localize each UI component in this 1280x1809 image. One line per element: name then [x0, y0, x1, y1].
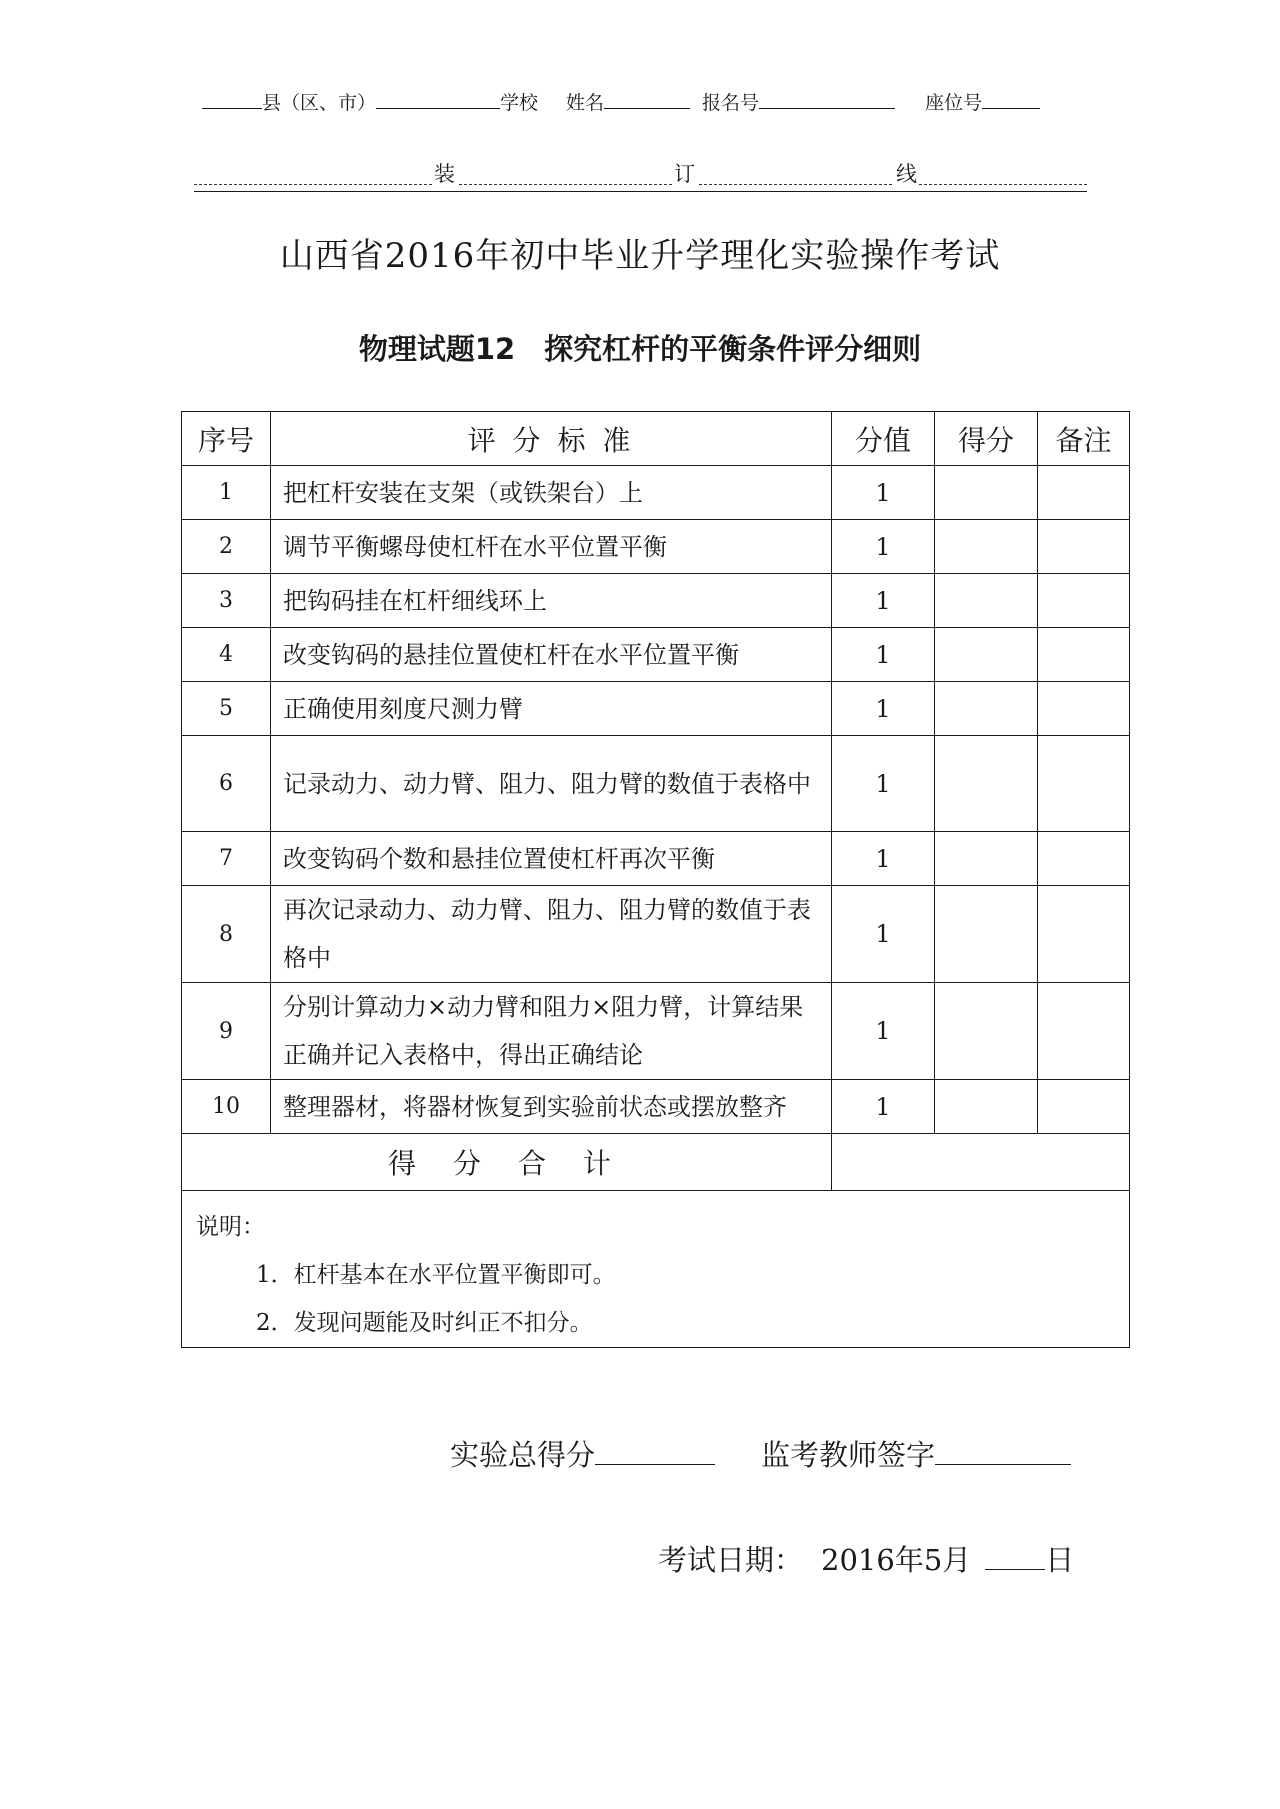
row-no: 4 [182, 628, 271, 682]
row-no: 2 [182, 520, 271, 574]
row-points: 1 [832, 520, 935, 574]
table-row [182, 628, 1130, 682]
reg-no-label: 报名号 [702, 92, 760, 114]
table-row [182, 736, 1130, 832]
row-points: 1 [832, 628, 935, 682]
row-score-cell[interactable] [935, 682, 1038, 736]
row-criteria: 把钩码挂在杠杆细线环上 [271, 574, 832, 628]
total-score-blank[interactable] [595, 1438, 715, 1465]
row-criteria: 再次记录动力、动力臂、阻力、阻力臂的数值于表格中 [271, 886, 832, 983]
row-points: 1 [832, 682, 935, 736]
row-remark-cell[interactable] [1038, 682, 1130, 736]
binding-line [194, 158, 1087, 192]
county-blank[interactable] [202, 88, 262, 109]
exam-date-label: 考试日期： [658, 1543, 804, 1577]
seat-no-label: 座位号 [925, 92, 983, 114]
row-criteria: 正确使用刻度尺测力臂 [271, 682, 832, 736]
row-score-cell[interactable] [935, 520, 1038, 574]
row-no: 1 [182, 466, 271, 520]
notes-cell [182, 1191, 1130, 1348]
row-remark-cell[interactable] [1038, 983, 1130, 1080]
note-item: 1．杠杆基本在水平位置平衡即可。 [256, 1262, 616, 1288]
signature-label: 监考教师签字 [761, 1438, 936, 1472]
row-points: 1 [832, 736, 935, 832]
row-points: 1 [832, 983, 935, 1080]
row-score-cell[interactable] [935, 832, 1038, 886]
row-criteria: 分别计算动力×动力臂和阻力×阻力臂，计算结果正确并记入表格中，得出正确结论 [271, 983, 832, 1080]
row-criteria: 把杠杆安装在支架（或铁架台）上 [271, 466, 832, 520]
table-row [182, 520, 1130, 574]
candidate-info-line [202, 88, 1102, 115]
row-score-cell[interactable] [935, 574, 1038, 628]
row-no: 10 [182, 1080, 271, 1134]
header-criteria: 评 分 标 准 [271, 412, 832, 466]
document-subtitle: 物理试题12 探究杠杆的平衡条件评分细则 [358, 332, 922, 366]
table-row [182, 1080, 1130, 1134]
binding-char-3: 线 [894, 158, 919, 188]
table-row [182, 682, 1130, 736]
table-row [182, 574, 1130, 628]
row-criteria: 改变钩码个数和悬挂位置使杠杆再次平衡 [271, 832, 832, 886]
exam-day-blank[interactable] [985, 1543, 1045, 1570]
row-criteria: 记录动力、动力臂、阻力、阻力臂的数值于表格中 [271, 736, 832, 832]
notes-row [182, 1191, 1130, 1348]
row-no: 9 [182, 983, 271, 1080]
row-points: 1 [832, 466, 935, 520]
header-remark: 备注 [1038, 412, 1130, 466]
seat-no-blank[interactable] [982, 88, 1040, 109]
table-row [182, 886, 1130, 983]
total-score-cell[interactable] [832, 1134, 1130, 1191]
binding-char-2: 订 [672, 158, 697, 188]
total-label: 得 分 合 计 [182, 1134, 832, 1191]
row-remark-cell[interactable] [1038, 886, 1130, 983]
header-score: 得分 [935, 412, 1038, 466]
row-points: 1 [832, 574, 935, 628]
signature-blank[interactable] [935, 1438, 1071, 1465]
document-title: 山西省2016年初中毕业升学理化实验操作考试 [279, 236, 1001, 276]
row-score-cell[interactable] [935, 1080, 1038, 1134]
exam-date-line [658, 1538, 1074, 1579]
row-no: 7 [182, 832, 271, 886]
row-no: 8 [182, 886, 271, 983]
row-no: 6 [182, 736, 271, 832]
row-remark-cell[interactable] [1038, 574, 1130, 628]
table-row [182, 983, 1130, 1080]
row-remark-cell[interactable] [1038, 736, 1130, 832]
notes-title: 说明： [196, 1214, 265, 1240]
exam-date-year-month: 2016年5月 [821, 1543, 972, 1577]
row-points: 1 [832, 832, 935, 886]
row-criteria: 改变钩码的悬挂位置使杠杆在水平位置平衡 [271, 628, 832, 682]
row-remark-cell[interactable] [1038, 520, 1130, 574]
total-score-label: 实验总得分 [450, 1438, 596, 1472]
school-blank[interactable] [376, 88, 500, 109]
row-no: 3 [182, 574, 271, 628]
table-row [182, 466, 1130, 520]
row-score-cell[interactable] [935, 983, 1038, 1080]
binding-solid-line [194, 191, 1087, 192]
row-score-cell[interactable] [935, 886, 1038, 983]
row-score-cell[interactable] [935, 736, 1038, 832]
header-no: 序号 [182, 412, 271, 466]
reg-no-blank[interactable] [759, 88, 895, 109]
note-item: 2．发现问题能及时纠正不扣分。 [256, 1310, 593, 1336]
row-criteria: 整理器材，将器材恢复到实验前状态或摆放整齐 [271, 1080, 832, 1134]
exam-date-day: 日 [1045, 1543, 1075, 1577]
row-remark-cell[interactable] [1038, 628, 1130, 682]
table-row [182, 832, 1130, 886]
row-score-cell[interactable] [935, 466, 1038, 520]
row-criteria: 调节平衡螺母使杠杆在水平位置平衡 [271, 520, 832, 574]
table-header-row [182, 412, 1130, 466]
row-points: 1 [832, 886, 935, 983]
row-score-cell[interactable] [935, 628, 1038, 682]
summary-line [450, 1433, 1071, 1474]
row-remark-cell[interactable] [1038, 832, 1130, 886]
total-row [182, 1134, 1130, 1191]
binding-dashed-line [194, 184, 1087, 185]
county-label: 县（区、市） [262, 92, 377, 114]
scoring-table [181, 411, 1130, 1348]
name-label: 姓名 [566, 92, 605, 114]
row-remark-cell[interactable] [1038, 466, 1130, 520]
name-blank[interactable] [604, 88, 690, 109]
binding-char-1: 装 [432, 158, 457, 188]
header-points: 分值 [832, 412, 935, 466]
row-no: 5 [182, 682, 271, 736]
row-points: 1 [832, 1080, 935, 1134]
school-label: 学校 [500, 92, 539, 114]
row-remark-cell[interactable] [1038, 1080, 1130, 1134]
